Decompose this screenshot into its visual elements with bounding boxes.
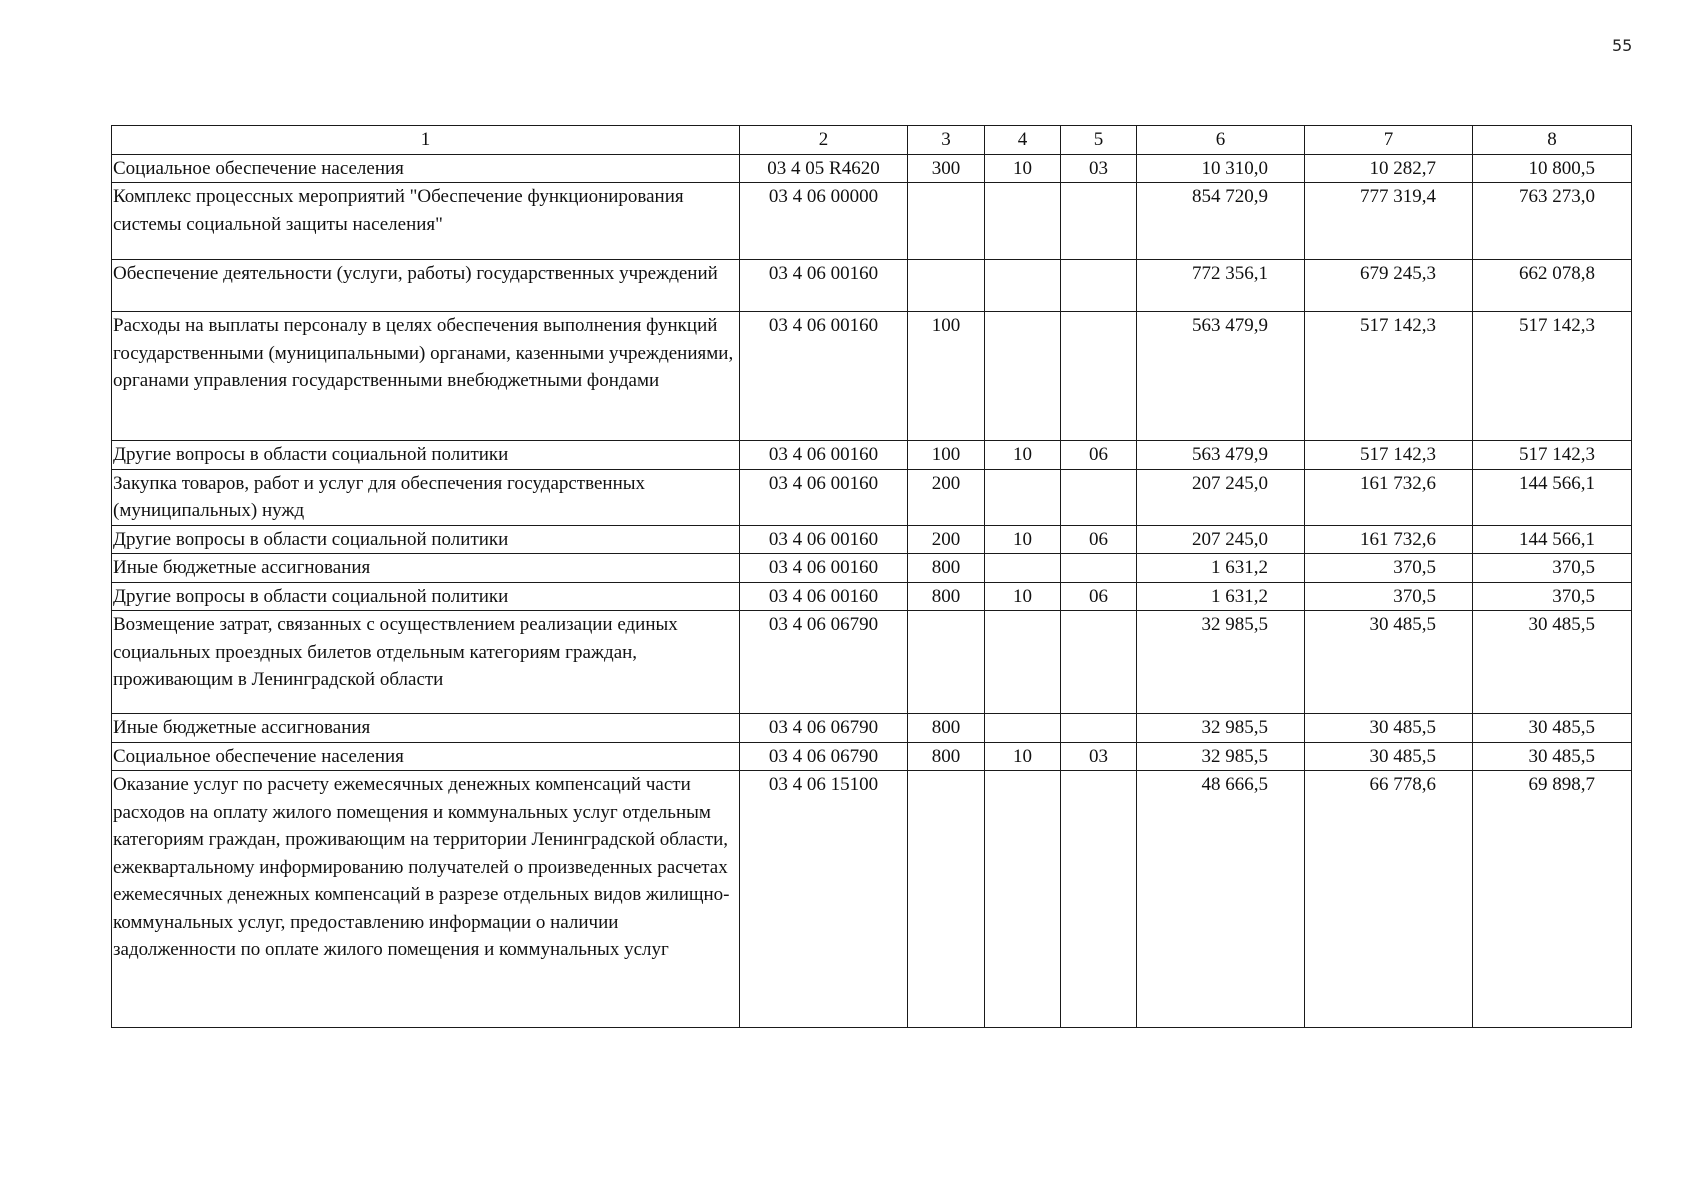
section-cell: [985, 469, 1061, 525]
section-cell: 10: [985, 441, 1061, 470]
section-cell: [985, 554, 1061, 583]
expense-type-cell: [908, 771, 985, 1028]
expense-type-cell: 100: [908, 312, 985, 441]
subsection-cell: 06: [1061, 525, 1137, 554]
target-code-cell: 03 4 06 00160: [740, 441, 908, 470]
expense-type-cell: 800: [908, 554, 985, 583]
expense-type-cell: 800: [908, 582, 985, 611]
amount-year1-cell: 1 631,2: [1137, 554, 1305, 583]
amount-year1-cell: 48 666,5: [1137, 771, 1305, 1028]
table-row: [112, 312, 1632, 441]
amount-year1-cell: 563 479,9: [1137, 312, 1305, 441]
subsection-cell: 03: [1061, 154, 1137, 183]
section-cell: 10: [985, 742, 1061, 771]
header-cell: 4: [985, 126, 1061, 155]
amount-year3-cell: 69 898,7: [1473, 771, 1632, 1028]
expense-name-cell: Иные бюджетные ассигнования: [112, 554, 740, 583]
subsection-cell: 06: [1061, 441, 1137, 470]
amount-year3-cell: 517 142,3: [1473, 312, 1632, 441]
amount-year1-cell: 32 985,5: [1137, 714, 1305, 743]
target-code-cell: 03 4 05 R4620: [740, 154, 908, 183]
amount-year3-cell: 144 566,1: [1473, 469, 1632, 525]
subsection-cell: [1061, 771, 1137, 1028]
target-code-cell: 03 4 06 15100: [740, 771, 908, 1028]
amount-year1-cell: 1 631,2: [1137, 582, 1305, 611]
section-cell: 10: [985, 154, 1061, 183]
section-cell: [985, 771, 1061, 1028]
target-code-cell: 03 4 06 00160: [740, 554, 908, 583]
expense-type-cell: 200: [908, 525, 985, 554]
subsection-cell: [1061, 714, 1137, 743]
table-row: [112, 183, 1632, 260]
amount-year3-cell: 662 078,8: [1473, 260, 1632, 312]
expense-type-cell: [908, 260, 985, 312]
amount-year2-cell: 777 319,4: [1305, 183, 1473, 260]
expense-name-cell: Возмещение затрат, связанных с осуществлением реализации единых социальных проездных билетов отдельным категориям граждан, проживающим в Ленинградской области: [112, 611, 740, 714]
expense-type-cell: 800: [908, 742, 985, 771]
expense-type-cell: [908, 611, 985, 714]
amount-year3-cell: 30 485,5: [1473, 742, 1632, 771]
section-cell: [985, 260, 1061, 312]
header-cell: 3: [908, 126, 985, 155]
header-cell: 8: [1473, 126, 1632, 155]
amount-year2-cell: 10 282,7: [1305, 154, 1473, 183]
amount-year2-cell: 30 485,5: [1305, 742, 1473, 771]
expense-name-cell: Другие вопросы в области социальной политики: [112, 441, 740, 470]
amount-year3-cell: 30 485,5: [1473, 611, 1632, 714]
subsection-cell: [1061, 554, 1137, 583]
amount-year1-cell: 772 356,1: [1137, 260, 1305, 312]
target-code-cell: 03 4 06 00160: [740, 469, 908, 525]
expense-type-cell: 800: [908, 714, 985, 743]
subsection-cell: [1061, 312, 1137, 441]
table-row: [112, 714, 1632, 743]
table-row: [112, 554, 1632, 583]
target-code-cell: 03 4 06 00160: [740, 525, 908, 554]
target-code-cell: 03 4 06 06790: [740, 714, 908, 743]
amount-year1-cell: 854 720,9: [1137, 183, 1305, 260]
expense-name-cell: Социальное обеспечение населения: [112, 154, 740, 183]
table-row: [112, 441, 1632, 470]
target-code-cell: 03 4 06 06790: [740, 611, 908, 714]
section-cell: 10: [985, 525, 1061, 554]
page-number: 55: [1612, 36, 1633, 55]
amount-year2-cell: 517 142,3: [1305, 441, 1473, 470]
amount-year3-cell: 517 142,3: [1473, 441, 1632, 470]
header-cell: 7: [1305, 126, 1473, 155]
subsection-cell: [1061, 260, 1137, 312]
table-row: [112, 525, 1632, 554]
expense-name-cell: Комплекс процессных мероприятий "Обеспечение функционирования системы социальной защиты населения": [112, 183, 740, 260]
amount-year2-cell: 30 485,5: [1305, 611, 1473, 714]
header-cell: 1: [112, 126, 740, 155]
amount-year2-cell: 679 245,3: [1305, 260, 1473, 312]
expense-type-cell: 200: [908, 469, 985, 525]
header-cell: 5: [1061, 126, 1137, 155]
amount-year2-cell: 370,5: [1305, 554, 1473, 583]
amount-year1-cell: 563 479,9: [1137, 441, 1305, 470]
table-row: [112, 582, 1632, 611]
expense-type-cell: [908, 183, 985, 260]
amount-year2-cell: 30 485,5: [1305, 714, 1473, 743]
target-code-cell: 03 4 06 00000: [740, 183, 908, 260]
subsection-cell: 06: [1061, 582, 1137, 611]
expense-name-cell: Другие вопросы в области социальной политики: [112, 582, 740, 611]
amount-year2-cell: 66 778,6: [1305, 771, 1473, 1028]
subsection-cell: 03: [1061, 742, 1137, 771]
amount-year1-cell: 32 985,5: [1137, 742, 1305, 771]
header-cell: 2: [740, 126, 908, 155]
amount-year3-cell: 370,5: [1473, 554, 1632, 583]
amount-year2-cell: 161 732,6: [1305, 525, 1473, 554]
budget-table: [111, 125, 1632, 1028]
target-code-cell: 03 4 06 00160: [740, 312, 908, 441]
expense-name-cell: Оказание услуг по расчету ежемесячных денежных компенсаций части расходов на оплату жилого помещения и коммунальных услуг отдельным категориям граждан, проживающим на территории Ленинградской области, ежеквартальному информированию получателей о произведенных расчетах ежемесячных денежных компенсаций в разрезе отдельных видов жилищно-коммунальных услуг, предоставлению информации о наличии задолженности по оплате жилого помещения и коммунальных услуг: [112, 771, 740, 1028]
amount-year1-cell: 32 985,5: [1137, 611, 1305, 714]
table-row: [112, 154, 1632, 183]
target-code-cell: 03 4 06 00160: [740, 582, 908, 611]
amount-year1-cell: 207 245,0: [1137, 469, 1305, 525]
target-code-cell: 03 4 06 00160: [740, 260, 908, 312]
table-row: [112, 742, 1632, 771]
amount-year3-cell: 763 273,0: [1473, 183, 1632, 260]
table-row: [112, 611, 1632, 714]
section-cell: [985, 714, 1061, 743]
amount-year3-cell: 370,5: [1473, 582, 1632, 611]
expense-name-cell: Расходы на выплаты персоналу в целях обеспечения выполнения функций государственными (муниципальными) органами, казенными учреждениями, органами управления государственными внебюджетными фондами: [112, 312, 740, 441]
amount-year3-cell: 30 485,5: [1473, 714, 1632, 743]
amount-year1-cell: 10 310,0: [1137, 154, 1305, 183]
section-cell: [985, 183, 1061, 260]
table-header-row: [112, 126, 1632, 155]
expense-type-cell: 300: [908, 154, 985, 183]
table-body: [112, 126, 1632, 1028]
amount-year2-cell: 161 732,6: [1305, 469, 1473, 525]
expense-name-cell: Обеспечение деятельности (услуги, работы) государственных учреждений: [112, 260, 740, 312]
subsection-cell: [1061, 469, 1137, 525]
amount-year2-cell: 517 142,3: [1305, 312, 1473, 441]
table-row: [112, 469, 1632, 525]
subsection-cell: [1061, 611, 1137, 714]
table-row: [112, 771, 1632, 1028]
amount-year2-cell: 370,5: [1305, 582, 1473, 611]
expense-name-cell: Другие вопросы в области социальной политики: [112, 525, 740, 554]
target-code-cell: 03 4 06 06790: [740, 742, 908, 771]
amount-year3-cell: 10 800,5: [1473, 154, 1632, 183]
table-row: [112, 260, 1632, 312]
expense-name-cell: Закупка товаров, работ и услуг для обеспечения государственных (муниципальных) нужд: [112, 469, 740, 525]
amount-year3-cell: 144 566,1: [1473, 525, 1632, 554]
amount-year1-cell: 207 245,0: [1137, 525, 1305, 554]
section-cell: [985, 312, 1061, 441]
header-cell: 6: [1137, 126, 1305, 155]
section-cell: [985, 611, 1061, 714]
expense-name-cell: Социальное обеспечение населения: [112, 742, 740, 771]
subsection-cell: [1061, 183, 1137, 260]
expense-type-cell: 100: [908, 441, 985, 470]
expense-name-cell: Иные бюджетные ассигнования: [112, 714, 740, 743]
section-cell: 10: [985, 582, 1061, 611]
